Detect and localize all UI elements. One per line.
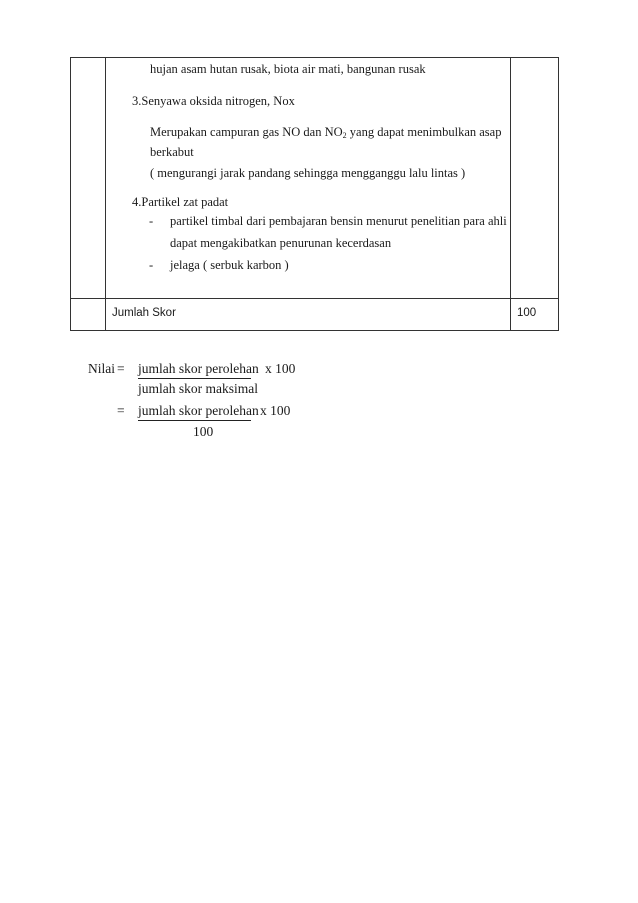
bullet-lead-line-1: partikel timbal dari pembajaran bensin menurut penelitian para ahli xyxy=(170,214,507,228)
numerator-1: jumlah skor perolehan xyxy=(138,361,259,376)
table-top-border xyxy=(70,57,559,58)
paragraph-no-mixture-pre: Merupakan campuran gas NO dan NO xyxy=(150,125,343,139)
total-score-label: Jumlah Skor xyxy=(112,307,176,319)
table-left-border xyxy=(70,57,71,331)
fraction-bar-1 xyxy=(138,378,251,379)
nilai-label: Nilai xyxy=(88,361,115,376)
fraction-bar-2 xyxy=(138,420,251,421)
bullet-soot: jelaga ( serbuk karbon ) xyxy=(170,258,289,272)
content-line-acid-rain: hujan asam hutan rusak, biota air mati, bangunan rusak xyxy=(150,62,426,76)
bullet-lead-line-2: dapat mengakibatkan penurunan kecerdasan xyxy=(170,236,392,250)
denominator-2: 100 xyxy=(193,424,214,439)
denominator-1: jumlah skor maksimal xyxy=(138,381,258,396)
multiply-100-1: x 100 xyxy=(265,361,296,376)
paragraph-visibility: ( mengurangi jarak pandang sehingga mengganggu lalu lintas ) xyxy=(150,166,466,180)
table-right-border xyxy=(558,57,559,331)
heading-solid-particles: 4.Partikel zat padat xyxy=(132,195,229,209)
table-bottom-border xyxy=(70,330,559,331)
table-row-divider xyxy=(70,298,559,299)
subscript-2: 2 xyxy=(342,131,347,140)
bullet-dash-1: - xyxy=(149,214,154,228)
table-col-divider-2 xyxy=(510,57,511,331)
heading-nitrogen-oxide: 3.Senyawa oksida nitrogen, Nox xyxy=(132,94,295,108)
total-score-value: 100 xyxy=(517,307,537,319)
equals-sign-1: = xyxy=(117,361,125,376)
multiply-100-2: x 100 xyxy=(260,403,291,418)
equals-sign-2: = xyxy=(117,403,125,418)
paragraph-berkabut: berkabut xyxy=(150,145,194,159)
numerator-2: jumlah skor perolehan xyxy=(138,403,259,418)
paragraph-no-mixture xyxy=(150,125,501,140)
table-col-divider-1 xyxy=(105,57,106,331)
bullet-dash-2: - xyxy=(149,258,154,272)
paragraph-no-mixture-post: yang dapat menimbulkan asap xyxy=(346,125,502,139)
